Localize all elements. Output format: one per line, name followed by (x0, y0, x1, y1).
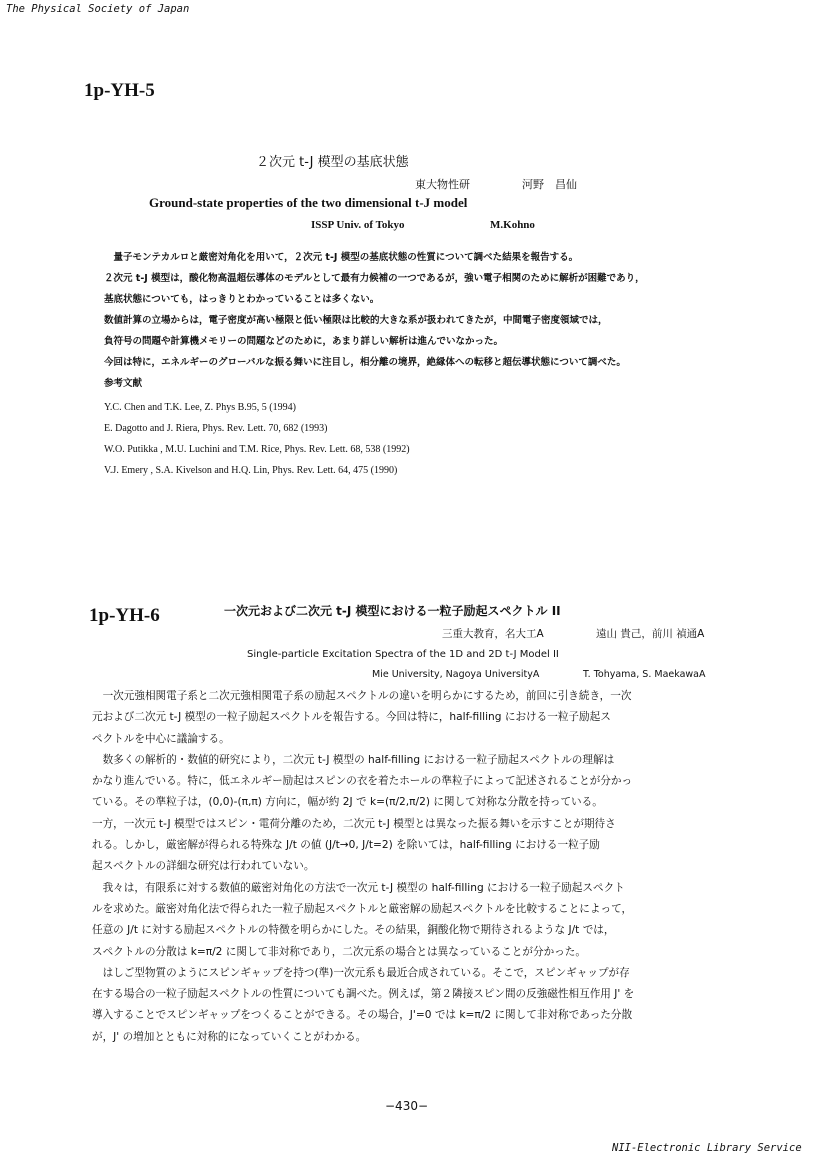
body-line: 負符号の問題や計算機メモリーの問題などのために，あまり詳しい解析は進んでいなかった。 (104, 336, 504, 347)
body-line: ２次元 t-J 模型は，酸化物高温超伝導体のモデルとして最有力候補の一つであるが，強い電子相関のために解析が困難であり， (104, 273, 645, 284)
body-line: 数多くの解析的・数値的研究により，二次元 t-J 模型の half-filling における一粒子励起スペクトルの理解は (92, 753, 615, 766)
body-line: 元および二次元 t-J 模型の一粒子励起スペクトルを報告する。今回は特に，half-filling における一粒子励起ス (92, 711, 611, 724)
author-jp: 河野 昌仙 (522, 178, 577, 191)
body-line: 導入することでスピンギャップをつくることができる。その場合，J'=0 では k=π/2 に関して非対称であった分散 (92, 1009, 633, 1022)
body-line: が，J' の増加とともに対称的になっていくことがわかる。 (92, 1030, 367, 1043)
body-line: 今回は特に，エネルギーのグローバルな振る舞いに注目し，相分離の境界，絶縁体への転移と超伝導状態について調べた。 (104, 357, 626, 368)
abstract-title-jp: ２次元 t-J 模型の基底状態 (256, 155, 409, 170)
page-number: −430− (385, 1099, 429, 1113)
abstract-title-jp: 一次元および二次元 t-J 模型における一粒子励起スペクトル II (224, 604, 561, 618)
body-line: 我々は，有限系に対する数値的厳密対角化の方法で一次元 t-J 模型の half-filling における一粒子励起スペクト (92, 881, 625, 894)
reference-item: Y.C. Chen and T.K. Lee, Z. Phys B.95, 5 (1994) (104, 402, 296, 413)
body-line: ている。その準粒子は，(0,0)-(π,π) 方向に，幅が約 2J で k=(π/2,π/2) に関して対称な分散を持っている。 (92, 796, 603, 809)
body-line: 基底状態についても，はっきりとわかっていることは多くない。 (104, 294, 380, 305)
body-line: 在する場合の一粒子励起スペクトルの性質についても調べた。例えば，第２隣接スピン間の反強磁性相互作用 J' を (92, 988, 635, 1001)
body-line: かなり進んでいる。特に，低エネルギー励起はスピンの衣を着たホールの準粒子によって記述されることが分かっ (92, 775, 633, 788)
affiliation-jp: 東大物性研 (415, 178, 470, 191)
reference-item: W.O. Putikka , M.U. Luchini and T.M. Rice, Phys. Rev. Lett. 68, 538 (1992) (104, 444, 410, 455)
body-line: はしご型物質のようにスピンギャップを持つ(準)一次元系も最近合成されている。そこで，スピンギャップが存 (92, 966, 630, 979)
abstract-body (104, 247, 740, 394)
body-line: 数値計算の立場からは，電子密度が高い極限と低い極限は比較的大きな系が扱われてきたが，中間電子密度領域では， (104, 315, 608, 326)
authors-jp: 遠山 貴己，前川 禎通A (596, 628, 705, 640)
body-line: 起スペクトルの詳細な研究は行われていない。 (92, 860, 315, 873)
abstract-code: 1p-YH-6 (89, 605, 160, 626)
body-line: ペクトルを中心に議論する。 (92, 732, 230, 745)
abstract-title-en: Single-particle Excitation Spectra of the 1D and 2D t-J Model II (247, 649, 559, 660)
abstract-title-en: Ground-state properties of the two dimensional t-J model (149, 195, 468, 210)
reference-list (104, 397, 740, 481)
author-en: M.Kohno (490, 219, 535, 231)
reference-item: E. Dagotto and J. Riera, Phys. Rev. Lett. 70, 682 (1993) (104, 423, 328, 434)
body-line: ルを求めた。厳密対角化法で得られた一粒子励起スペクトルと厳密解の励起スペクトルを比較することによって， (92, 902, 633, 915)
affiliation-jp: 三重大教育，名大工A (442, 628, 544, 640)
abstract-body (92, 686, 728, 1048)
body-line: 量子モンテカルロと厳密対角化を用いて，２次元 t-J 模型の基底状態の性質について調べた結果を報告する。 (104, 252, 579, 263)
library-service-footer: NII-Electronic Library Service (612, 1142, 802, 1154)
body-line: 一方，一次元 t-J 模型ではスピン・電荷分離のため，二次元 t-J 模型とは異なった振る舞いを示すことが期待さ (92, 817, 616, 830)
reference-item: V.J. Emery , S.A. Kivelson and H.Q. Lin, Phys. Rev. Lett. 64, 475 (1990) (104, 465, 398, 476)
authors-en: T. Tohyama, S. MaekawaA (583, 669, 706, 680)
affiliation-en: ISSP Univ. of Tokyo (311, 219, 405, 231)
body-line: 任意の J/t に対する励起スペクトルの特徴を明らかにした。その結果，銅酸化物で期待されるような J/t では， (92, 924, 615, 937)
body-line: スペクトルの分散は k=π/2 に関して非対称であり，二次元系の場合とは異なっていることが分かった。 (92, 945, 586, 958)
affiliation-en: Mie University, Nagoya UniversityA (372, 669, 540, 680)
abstract-code: 1p-YH-5 (84, 80, 155, 101)
body-line: れる。しかし，厳密解が得られる特殊な J/t の値 (J/t→0, J/t=2) を除いては，half-filling における一粒子励 (92, 839, 600, 852)
publisher-header: The Physical Society of Japan (6, 3, 190, 15)
body-line: 一次元強相関電子系と二次元強相関電子系の励起スペクトルの違いを明らかにするため，前回に引き続き，一次 (92, 690, 632, 702)
references-heading: 参考文献 (104, 378, 143, 389)
